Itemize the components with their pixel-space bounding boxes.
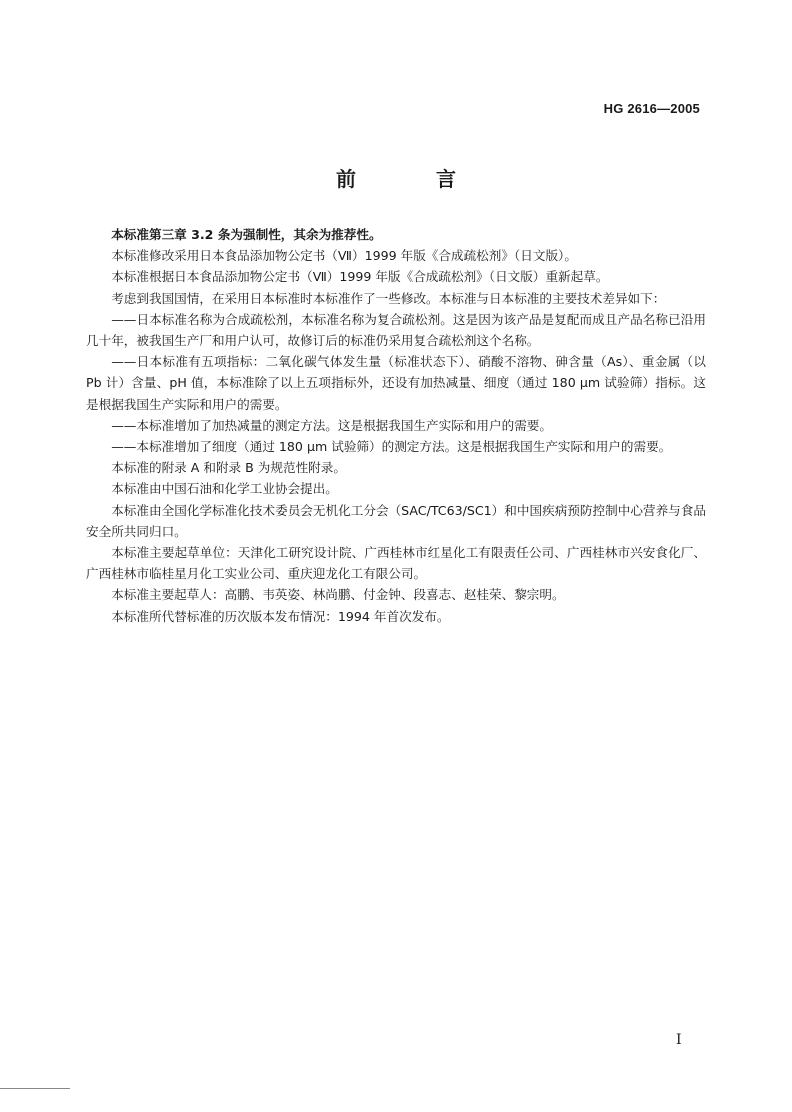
- paragraph-proposed-by: 本标准由中国石油和化学工业协会提出。: [111, 481, 338, 497]
- paragraph-difference-heating-loss: ——本标准增加了加热减量的测定方法。这是根据我国生产实际和用户的需要。: [111, 417, 552, 433]
- paragraph-differences-intro: 考虑到我国国情，在采用日本标准时本标准作了一些修改。本标准与日本标准的主要技术差异如下：: [111, 290, 666, 306]
- paragraph-difference-name: ——日本标准名称为合成疏松剂，本标准名称为复合疏松剂。这是因为该产品是复配而成且产品名称已沿用几十年，被我国生产厂和用户认可，故修订后的标准仍采用复合疏松剂这个名称。: [86, 311, 706, 349]
- page-title: 前 言: [336, 167, 486, 191]
- scan-edge-divider: [0, 1088, 70, 1089]
- paragraph-centralized-by: 本标准由全国化学标准化技术委员会无机化工分会（SAC/TC63/SC1）和中国疾病预防控制中心营养与食品安全所共同归口。: [86, 502, 706, 539]
- paragraph-difference-indicators: ——日本标准有五项指标：二氧化碳气体发生量（标准状态下）、硝酸不溶物、砷含量（As）、重金属（以 Pb 计）含量、pH 值，本标准除了以上五项指标外，还设有加热减量、细度（通过 180 μm 试验筛）指标。这是根据我国生产实际和用户的需要。: [86, 354, 706, 412]
- page-number: I: [676, 1032, 682, 1048]
- paragraph-difference-fineness: ——本标准增加了细度（通过 180 μm 试验筛）的测定方法。这是根据我国生产实际和用户的需要。: [111, 439, 672, 455]
- paragraph-adoption: 本标准修改采用日本食品添加物公定书（Ⅶ）1999 年版《合成疏松剂》（日文版）。: [111, 248, 577, 264]
- paragraph-redrafting: 本标准根据日本食品添加物公定书（Ⅶ）1999 年版《合成疏松剂》（日文版）重新起草。: [111, 269, 609, 285]
- paragraph-mandatory-note: 本标准第三章 3.2 条为强制性，其余为推荐性。: [111, 227, 382, 242]
- paragraph-version-history: 本标准所代替标准的历次版本发布情况：1994 年首次发布。: [111, 608, 450, 624]
- paragraph-drafting-units: 本标准主要起草单位：天津化工研究设计院、广西桂林市红星化工有限责任公司、广西桂林市兴安食化厂、广西桂林市临桂星月化工实业公司、重庆迎龙化工有限公司。: [86, 545, 706, 582]
- foreword-body: [86, 224, 706, 627]
- paragraph-drafters: 本标准主要起草人：高鹏、韦英姿、林尚鹏、付金钟、段喜志、赵桂荣、黎宗明。: [111, 587, 565, 603]
- standard-number: HG 2616—2005: [603, 101, 700, 116]
- paragraph-appendix: 本标准的附录 A 和附录 B 为规范性附录。: [111, 460, 346, 476]
